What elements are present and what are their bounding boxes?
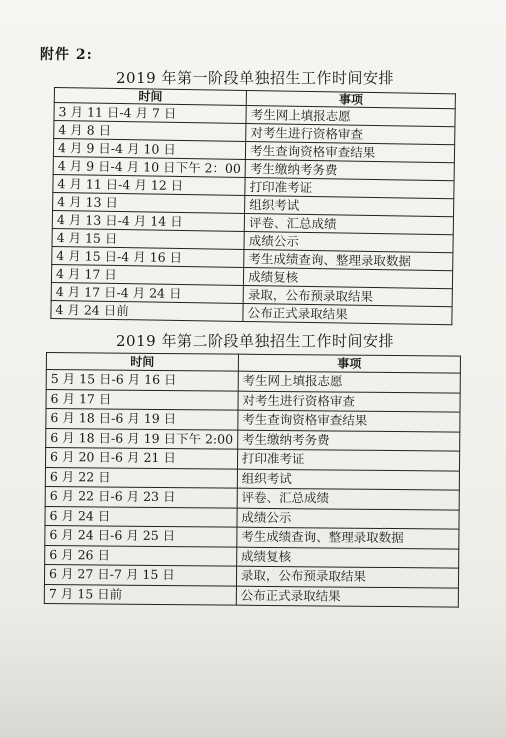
item-cell: 对考生进行资格审查	[246, 124, 455, 145]
schedule-title-stage-2: 2019 年第二阶段单独招生工作时间安排	[116, 332, 394, 350]
item-cell: 录取，公布预录取结果	[243, 286, 452, 307]
time-cell: 4 月 13 日	[53, 192, 245, 213]
item-cell: 评卷、汇总成绩	[237, 488, 459, 509]
item-cell: 考生查询资格审查结果	[246, 142, 455, 163]
time-cell: 4 月 13 日-4 月 14 日	[52, 210, 244, 231]
item-cell: 公布正式录取结果	[243, 304, 452, 325]
time-cell: 6 月 22 日	[45, 467, 237, 488]
time-cell: 6 月 24 日-6 月 25 日	[45, 525, 237, 546]
item-cell: 对考生进行资格审查	[238, 391, 460, 412]
item-cell: 成绩复核	[244, 268, 453, 289]
time-cell: 6 月 20 日-6 月 21 日	[45, 448, 237, 469]
time-cell: 4 月 9 日-4 月 10 日	[53, 139, 245, 160]
item-cell: 考生成绩查询、整理录取数据	[237, 527, 459, 548]
time-cell: 4 月 8 日	[54, 121, 246, 142]
time-cell: 6 月 26 日	[45, 545, 237, 566]
header-time: 时间	[46, 353, 238, 372]
time-cell: 3 月 11 日-4 月 7 日	[54, 103, 246, 124]
page-shadow	[0, 610, 506, 738]
table-row	[44, 584, 458, 607]
item-cell: 考生成绩查询、整理录取数据	[244, 250, 453, 271]
item-cell: 打印准考证	[245, 178, 454, 199]
item-cell: 考生网上填报志愿	[238, 371, 460, 392]
time-cell: 4 月 17 日-4 月 24 日	[51, 282, 243, 303]
item-cell: 成绩公示	[244, 232, 453, 253]
header-time: 时间	[54, 88, 246, 106]
item-cell: 考生查询资格审查结果	[238, 410, 460, 431]
time-cell: 7 月 15 日前	[44, 584, 236, 605]
item-cell: 评卷、汇总成绩	[244, 214, 453, 235]
item-cell: 考生网上填报志愿	[246, 106, 455, 127]
header-item: 事项	[246, 91, 455, 109]
time-cell: 5 月 15 日-6 月 16 日	[46, 370, 238, 391]
item-cell: 组织考试	[237, 469, 459, 490]
time-cell: 6 月 22 日-6 月 23 日	[45, 486, 237, 507]
time-cell: 4 月 15 日-4 月 16 日	[52, 246, 244, 267]
time-cell: 4 月 11 日-4 月 12 日	[53, 174, 245, 195]
header-item: 事项	[238, 354, 460, 373]
item-cell: 成绩复核	[236, 547, 458, 568]
item-cell: 成绩公示	[237, 508, 459, 529]
time-cell: 4 月 15 日	[52, 228, 244, 249]
item-cell: 打印准考证	[237, 449, 459, 470]
time-cell: 6 月 18 日-6 月 19 日	[46, 409, 238, 430]
table-body-stage-1	[51, 103, 455, 325]
time-cell: 4 月 24 日前	[51, 300, 243, 321]
schedule-table-stage-2	[44, 352, 461, 608]
time-cell: 4 月 9 日-4 月 10 日下午 2：00	[53, 156, 245, 177]
time-cell: 6 月 18 日-6 月 19 日下午 2:00	[46, 428, 238, 449]
item-cell: 公布正式录取结果	[236, 586, 458, 607]
time-cell: 6 月 17 日	[46, 389, 238, 410]
item-cell: 组织考试	[245, 196, 454, 217]
time-cell: 6 月 24 日	[45, 506, 237, 527]
table-body-stage-2	[44, 370, 460, 608]
time-cell: 4 月 17 日	[51, 264, 243, 285]
item-cell: 考生缴纳考务费	[237, 430, 459, 451]
item-cell: 录取，公布预录取结果	[236, 566, 458, 587]
schedule-table-stage-1	[50, 87, 456, 325]
item-cell: 考生缴纳考务费	[245, 160, 454, 181]
attachment-label: 附件 2:	[40, 47, 93, 63]
schedule-title-stage-1: 2019 年第一阶段单独招生工作时间安排	[116, 69, 394, 87]
time-cell: 6 月 27 日-7 月 15 日	[44, 564, 236, 585]
